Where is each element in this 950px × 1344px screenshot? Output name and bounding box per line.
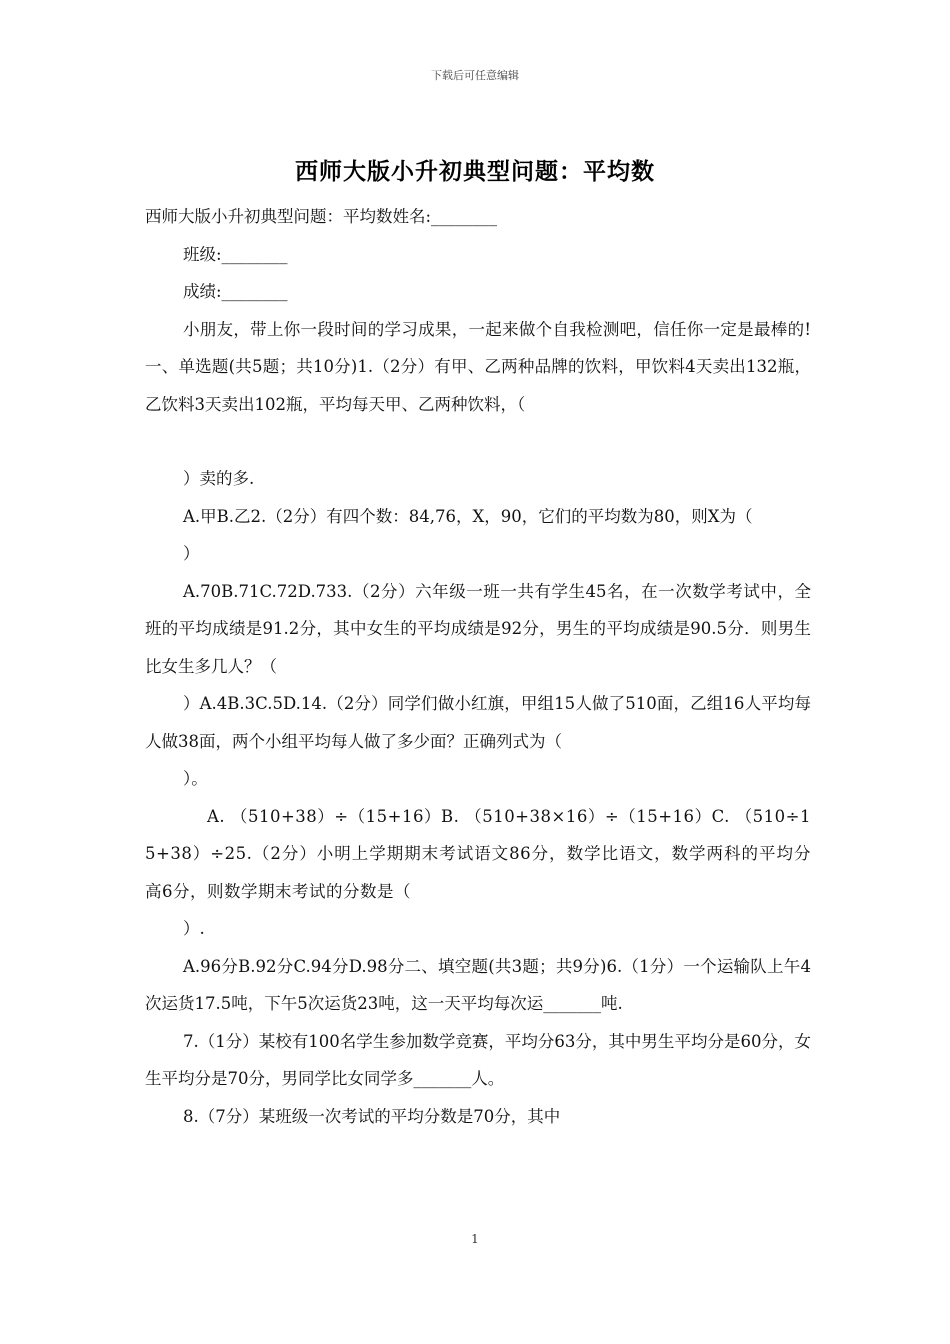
paragraph-class-line: 班级:________ <box>183 244 288 264</box>
paragraph-intro-q1: 小朋友，带上你一段时间的学习成果，一起来做个自我检测吧，信任你一定是最棒的!一、单选题(共5题；共10分)1.（2分）有甲、乙两种品牌的饮料，甲饮料4天卖出132瓶，乙饮料3天卖出102瓶，平均每天甲、乙两种饮料，（ <box>145 319 811 414</box>
paragraph-q8: 8.（7分）某班级一次考试的平均分数是70分，其中 <box>183 1106 561 1126</box>
page-number: 1 <box>471 1232 479 1246</box>
paragraph-q2-options-q3: A.70B.71C.72D.733.（2分）六年级一班一共有学生45名，在一次数学考试中，全班的平均成绩是91.2分，其中女生的平均成绩是92分，男生的平均成绩是90.5分．则男生比女生多几人？（ <box>145 581 811 676</box>
paragraph-q7: 7.（1分）某校有100名学生参加数学竞赛，平均分63分，其中男生平均分是60分，女生平均分是70分，男同学比女同学多_______人。 <box>145 1031 811 1088</box>
paragraph-q1-options-q2: A.甲B.乙2.（2分）有四个数：84,76，X，90，它们的平均数为80，则X为（ <box>183 506 753 526</box>
paragraph-q5-options-q6: A.96分B.92分C.94分D.98分二、填空题(共3题；共9分)6.（1分）一个运输队上午4次运货17.5吨，下午5次运货23吨，这一天平均每次运_______吨. <box>145 956 811 1013</box>
paragraph-name-line: 西师大版小升初典型问题：平均数姓名:________ <box>145 207 498 226</box>
document-body <box>145 198 811 1135</box>
paragraph-q2-end: ） <box>183 544 200 563</box>
paragraph-q5-end: ）. <box>183 919 205 938</box>
paragraph-q4-options-q5: A. （510+38）÷（15+16）B. （510+38×16）÷（15+16）C. （510÷15+38）÷25.（2分）小明上学期期末考试语文86分，数学比语文，数学两科的平均分高6分，则数学期末考试的分数是（ <box>145 806 811 901</box>
paragraph-q1-end: ）卖的多. <box>183 469 255 488</box>
document-title: 西师大版小升初典型问题：平均数 <box>295 158 655 185</box>
paragraph-q3-options-q4: ）A.4B.3C.5D.14.（2分）同学们做小红旗，甲组15人做了510面，乙组16人平均每人做38面，两个小组平均每人做了多少面？正确列式为（ <box>145 694 811 751</box>
page-header: 下载后可任意编辑 <box>431 69 519 82</box>
paragraph-score-line: 成绩:________ <box>183 282 288 301</box>
paragraph-q4-end: ）。 <box>183 769 208 788</box>
